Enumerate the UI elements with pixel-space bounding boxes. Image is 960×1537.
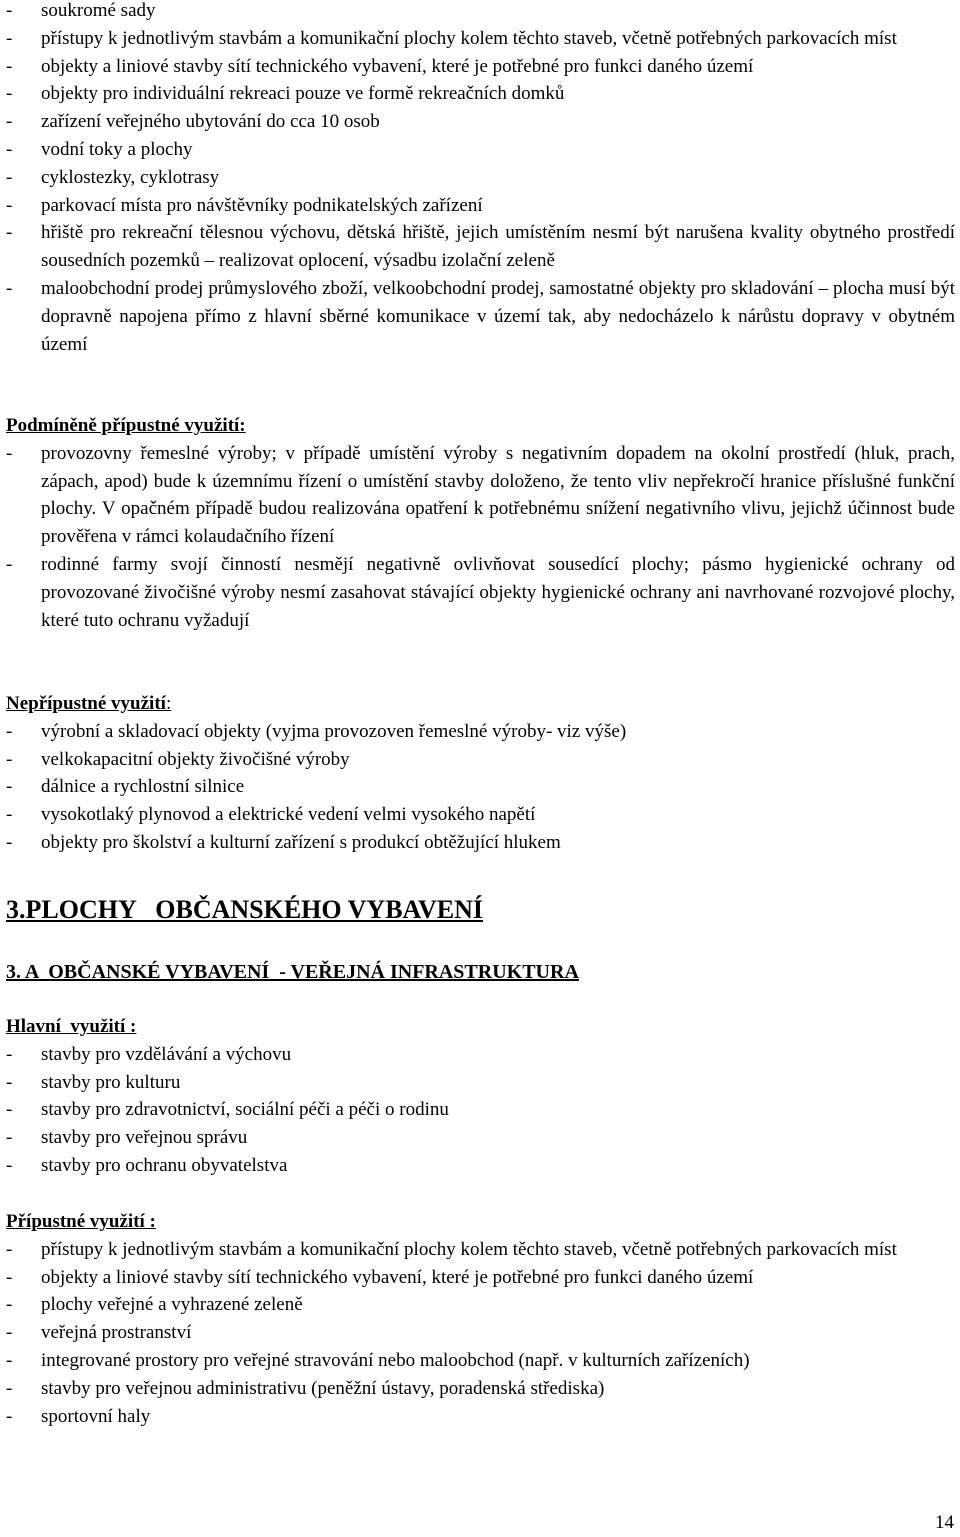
section-title: 3.PLOCHY OBČANSKÉHO VYBAVENÍ — [6, 895, 483, 924]
list-item-text: stavby pro kulturu — [41, 1071, 181, 1093]
list-item-text: cyklostezky, cyklotrasy — [41, 166, 220, 188]
list-item — [0, 746, 955, 774]
list-item-text: provozovny řemeslné výroby; v případě umístění výroby s negativním dopadem na okolní prostředí (hluk, prach, zápach, apod) bude k územnímu řízení o umístění stavby doloženo, že tento vliv nepřekročí hranice příslušné funkční plochy. V opačném případě budou realizována opatření k potřebnému snížení negativního vlivu, jejichž účinnost bude prověřena v rámci kolaudačního řízení — [41, 442, 955, 548]
list-item — [0, 108, 955, 136]
list-item — [0, 219, 955, 275]
list-item-text: hřiště pro rekreační tělesnou výchovu, dětská hřiště, jejich umístěním nesmí být narušena kvality obytného prostředí sousedních pozemků – realizovat oplocení, výsadbu izolační zeleně — [41, 222, 955, 272]
list-item — [0, 0, 955, 25]
list-item — [0, 440, 955, 551]
list-bullet: - — [6, 804, 13, 826]
list-item-text: objekty a liniové stavby sítí technického vybavení, které je potřebné pro funkci daného území — [41, 55, 754, 77]
list-item-text: přístupy k jednotlivým stavbám a komunikační plochy kolem těchto staveb, včetně potřebných parkovacích míst — [41, 1238, 897, 1260]
list-bullet: - — [6, 111, 13, 133]
list-item-text: objekty pro individuální rekreaci pouze ve formě rekreačních domků — [41, 83, 565, 105]
list-item-text: stavby pro zdravotnictví, sociální péči a péči o rodinu — [41, 1099, 449, 1121]
top-list — [0, 0, 955, 358]
list-item — [0, 192, 955, 220]
list-bullet: - — [6, 831, 13, 853]
list-item — [0, 1403, 955, 1431]
list-item-text: velkokapacitní objekty živočišné výroby — [41, 748, 350, 770]
list-item-text: parkovací místa pro návštěvníky podnikatelských zařízení — [41, 194, 483, 216]
list-item-text: zařízení veřejného ubytování do cca 10 osob — [41, 111, 380, 133]
permitted-use-section — [0, 1208, 955, 1430]
list-item — [0, 1319, 955, 1347]
list-bullet: - — [6, 166, 13, 188]
prohibited-heading-rest: : — [165, 693, 172, 714]
list-item — [0, 551, 955, 634]
list-item-text: výrobní a skladovací objekty (vyjma provozoven řemeslné výroby- viz výše) — [41, 720, 627, 742]
permitted-use-heading: Přípustné využití : — [6, 1211, 156, 1232]
main-use-list — [0, 1041, 955, 1180]
main-use-heading: Hlavní využití : — [6, 1016, 137, 1037]
list-bullet: - — [6, 55, 13, 77]
list-item — [0, 829, 955, 857]
list-item-text: stavby pro vzdělávání a výchovu — [41, 1043, 292, 1065]
list-bullet: - — [6, 1154, 13, 1176]
list-item — [0, 53, 955, 81]
list-item-text: stavby pro ochranu obyvatelstva — [41, 1154, 288, 1176]
list-bullet: - — [6, 553, 13, 575]
list-bullet: - — [6, 83, 13, 105]
list-bullet: - — [6, 776, 13, 798]
prohibited-use-section — [0, 690, 955, 857]
list-item — [0, 1152, 955, 1180]
main-use-section — [0, 1013, 955, 1180]
list-item — [0, 1236, 955, 1264]
list-item-text: plochy veřejné a vyhrazené zeleně — [41, 1294, 303, 1316]
subsection-title: 3. A OBČANSKÉ VYBAVENÍ - VEŘEJNÁ INFRASTRUKTURA — [6, 961, 579, 983]
list-item — [0, 801, 955, 829]
conditional-use-heading: Podmíněně přípustné využití: — [6, 415, 246, 436]
list-bullet: - — [6, 0, 13, 21]
list-item-text: dálnice a rychlostní silnice — [41, 776, 245, 798]
list-item — [0, 1041, 955, 1069]
list-item-text: objekty pro školství a kulturní zařízení s produkcí obtěžující hlukem — [41, 831, 561, 853]
prohibited-heading-word: Nepřípustné využití — [6, 693, 166, 714]
list-item — [0, 136, 955, 164]
list-bullet: - — [6, 1322, 13, 1344]
page-number: 14 — [935, 1512, 954, 1533]
list-item-text: veřejná prostranství — [41, 1322, 192, 1344]
list-item — [0, 80, 955, 108]
list-item — [0, 1291, 955, 1319]
list-item-text: stavby pro veřejnou správu — [41, 1127, 248, 1149]
list-bullet: - — [6, 277, 13, 299]
top-list-section — [0, 0, 955, 358]
list-bullet: - — [6, 1238, 13, 1260]
list-item-text: stavby pro veřejnou administrativu (peněžní ústavy, poradenská střediska) — [41, 1377, 605, 1399]
prohibited-use-list — [0, 718, 955, 857]
list-item — [0, 275, 955, 358]
list-item-text: přístupy k jednotlivým stavbám a komunikační plochy kolem těchto staveb, včetně potřebných parkovacích míst — [41, 27, 897, 49]
list-bullet: - — [6, 138, 13, 160]
list-item-text: sportovní haly — [41, 1405, 151, 1427]
list-bullet: - — [6, 442, 13, 464]
list-bullet: - — [6, 1377, 13, 1399]
list-bullet: - — [6, 1349, 13, 1371]
list-item — [0, 1096, 955, 1124]
list-bullet: - — [6, 1294, 13, 1316]
list-item — [0, 718, 955, 746]
list-bullet: - — [6, 748, 13, 770]
list-bullet: - — [6, 1127, 13, 1149]
list-item-text: soukromé sady — [41, 0, 156, 21]
list-item-text: objekty a liniové stavby sítí technického vybavení, které je potřebné pro funkci daného území — [41, 1266, 754, 1288]
list-bullet: - — [6, 194, 13, 216]
list-bullet: - — [6, 1266, 13, 1288]
list-item-text: integrované prostory pro veřejné stravování nebo maloobchod (např. v kulturních zařízeních) — [41, 1349, 750, 1371]
list-item — [0, 1347, 955, 1375]
list-item — [0, 1375, 955, 1403]
list-bullet: - — [6, 222, 13, 244]
list-item — [0, 773, 955, 801]
conditional-use-list — [0, 440, 955, 635]
list-item-text: maloobchodní prodej průmyslového zboží, velkoobchodní prodej, samostatné objekty pro skladování – plocha musí být dopravně napojena přímo z hlavní sběrné komunikace v území tak, aby nedocházelo k nárůstu dopravy v obytném území — [41, 277, 955, 355]
list-item-text: vodní toky a plochy — [41, 138, 193, 160]
list-bullet: - — [6, 1043, 13, 1065]
list-item — [0, 1264, 955, 1292]
list-item-text: vysokotlaký plynovod a elektrické vedení velmi vysokého napětí — [41, 804, 536, 826]
list-bullet: - — [6, 1099, 13, 1121]
list-item — [0, 164, 955, 192]
list-item — [0, 25, 955, 53]
list-item — [0, 1124, 955, 1152]
list-bullet: - — [6, 1071, 13, 1093]
list-bullet: - — [6, 27, 13, 49]
conditional-use-section — [0, 412, 955, 634]
permitted-use-list — [0, 1236, 955, 1431]
list-bullet: - — [6, 1405, 13, 1427]
list-bullet: - — [6, 720, 13, 742]
prohibited-use-heading — [0, 690, 955, 718]
list-item-text: rodinné farmy svojí činností nesmějí negativně ovlivňovat sousedící plochy; pásmo hygienické ochrany od provozované živočišné výroby nesmí zasahovat stávající objekty hygienické ochrany ani navrhované rozvojové plochy, které tuto ochranu vyžadují — [41, 553, 955, 631]
list-item — [0, 1069, 955, 1097]
